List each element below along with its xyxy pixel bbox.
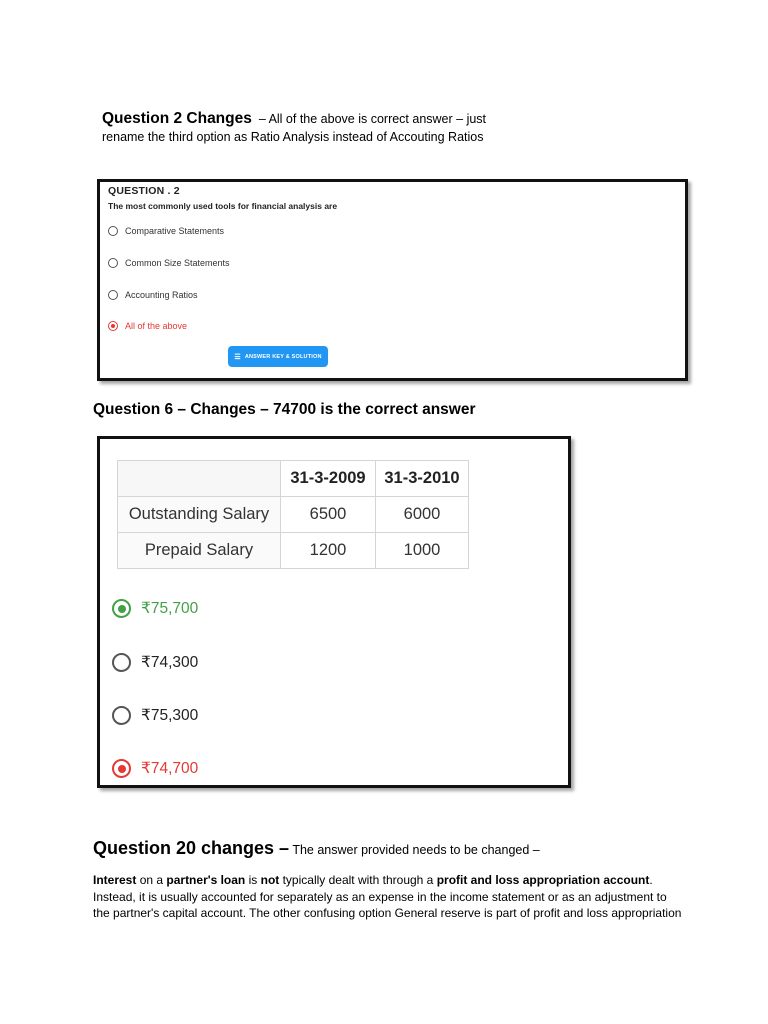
question-2-heading [102, 110, 502, 146]
radio-unselected-icon[interactable] [108, 258, 118, 268]
option-comparative-statements[interactable] [108, 226, 224, 236]
answer-key-solution-button[interactable] [228, 346, 328, 367]
radio-selected-icon[interactable] [112, 759, 131, 778]
text-run: typically dealt with through a [279, 873, 437, 887]
text-run: is [245, 873, 261, 887]
option-label: Common Size Statements [125, 258, 230, 268]
table-header-cell: 31-3-2009 [281, 461, 376, 497]
question-6-heading: Question 6 – Changes – 74700 is the correct answer [93, 401, 476, 418]
radio-unselected-icon[interactable] [108, 290, 118, 300]
bold-pl-appropriation: profit and loss appropriation account [436, 873, 650, 887]
table-cell: 1000 [376, 533, 469, 569]
radio-unselected-icon[interactable] [112, 653, 131, 672]
bold-interest: Interest [93, 873, 137, 887]
table-cell: 1200 [281, 533, 376, 569]
table-cell: 6000 [376, 497, 469, 533]
question-20-note: The answer provided needs to be changed – [292, 843, 540, 857]
option-label: ₹75,300 [141, 707, 199, 724]
option-label: Comparative Statements [125, 226, 225, 236]
option-label: ₹74,300 [141, 654, 199, 671]
question-20-explanation [93, 872, 683, 922]
list-icon: ☰ [234, 353, 241, 361]
option-common-size-statements[interactable] [108, 258, 230, 268]
table-cell: Outstanding Salary [118, 497, 281, 533]
table-row [118, 497, 469, 533]
question-text: The most commonly used tools for financial analysis are [108, 201, 338, 211]
option-75700[interactable] [112, 599, 198, 618]
table-cell: Prepaid Salary [118, 533, 281, 569]
option-all-of-the-above[interactable] [108, 321, 187, 331]
question-number: QUESTION . 2 [108, 185, 180, 197]
question-20-heading [93, 838, 540, 859]
question-20-title: Question 20 changes – [93, 838, 290, 858]
radio-correct-icon[interactable] [112, 599, 131, 618]
option-label: Accounting Ratios [125, 290, 198, 300]
radio-unselected-icon[interactable] [112, 706, 131, 725]
bold-not: not [260, 873, 280, 887]
radio-selected-icon[interactable] [108, 321, 118, 331]
question-2-note: – All of the above is correct answer – just rename the third option as Ratio Analysis instead of Accouting Ratios [102, 112, 487, 144]
question-2-title: Question 2 Changes [102, 110, 252, 127]
table-header-cell [118, 461, 281, 497]
option-label: All of the above [125, 321, 188, 331]
text-run: . Instead, it is usually accounted for separately as an expense in the income statement or as an adjustment to the partner's capital account. The other confusing option General reserve is part of profit and loss appropriation [93, 873, 682, 920]
option-74300[interactable] [112, 653, 198, 672]
salary-table [117, 460, 469, 569]
table-header-cell: 31-3-2010 [376, 461, 469, 497]
answer-key-button-label: ANSWER KEY & SOLUTION [244, 353, 322, 360]
option-label: ₹74,700 [141, 760, 199, 777]
radio-unselected-icon[interactable] [108, 226, 118, 236]
question-2-screenshot [97, 179, 688, 381]
option-label: ₹75,700 [141, 600, 199, 617]
question-6-screenshot [97, 436, 571, 788]
bold-partners-loan: partner's loan [166, 873, 246, 887]
table-row [118, 533, 469, 569]
option-74700[interactable] [112, 759, 198, 778]
text-run: on a [136, 873, 167, 887]
table-cell: 6500 [281, 497, 376, 533]
option-75300[interactable] [112, 706, 198, 725]
table-header-row [118, 461, 469, 497]
option-accounting-ratios[interactable] [108, 290, 198, 300]
